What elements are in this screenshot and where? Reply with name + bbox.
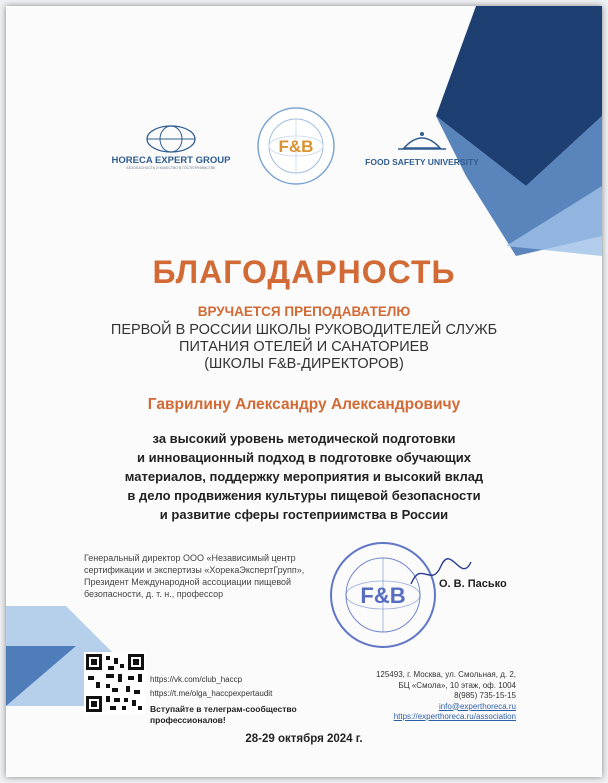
contact-block <box>366 670 516 723</box>
address-line: БЦ «Смола», 10 этаж, оф. 1004 <box>398 680 516 690</box>
qr-code[interactable] <box>84 652 146 714</box>
cloche-icon <box>362 126 482 152</box>
position-line: Президент Международной ассоциации пищевой <box>84 577 292 587</box>
horeca-logo-name: HORECA EXPERT GROUP <box>111 155 231 166</box>
school-line: (ШКОЛЫ F&B-ДИРЕКТОРОВ) <box>204 356 404 372</box>
reason-line: и развитие сферы гостеприимства в России <box>159 507 449 522</box>
telegram-invite: профессионалов! <box>150 714 226 725</box>
fb-logo <box>256 106 336 186</box>
signatory-position <box>84 552 334 600</box>
address-line: 125493, г. Москва, ул. Смольная, д. 2, <box>375 670 516 679</box>
horeca-logo-tagline: БЕЗОПАСНОСТЬ И КАЧЕСТВО В ГОСТЕПРИИМСТВЕ <box>126 166 216 170</box>
fsu-logo <box>362 126 482 172</box>
event-date: 28-29 октября 2024 г. <box>245 733 363 745</box>
stamp-text: F&B <box>360 583 406 608</box>
handed-to: ВРУЧАЕТСЯ ПРЕПОДАВАТЕЛЮ <box>197 304 411 319</box>
position-line: сертификации и экспертизы «ХорекаЭкспертГрупп», <box>84 565 305 575</box>
fb-logo-text: F&B <box>278 137 314 156</box>
reason-line: и инновационный подход в подготовке обучающих <box>137 450 471 465</box>
footer-links <box>150 675 297 725</box>
recipient-name: Гаврилину Александру Александровичу <box>147 396 461 413</box>
school-line: ПЕРВОЙ В РОССИИ ШКОЛЫ РУКОВОДИТЕЛЕЙ СЛУЖБ <box>110 322 498 338</box>
phone: 8(985) 735-15-15 <box>454 691 516 700</box>
fsu-logo-name: FOOD SAFETY UNIVERSITY <box>365 157 479 167</box>
position-line: безопасности, д. т. н., профессор <box>84 589 224 599</box>
horeca-logo <box>106 124 236 172</box>
telegram-invite: Вступайте в телеграм-сообщество <box>150 704 297 714</box>
website-link[interactable]: https://experthoreca.ru/association <box>393 712 516 721</box>
certificate-title: БЛАГОДАРНОСТЬ <box>152 254 456 290</box>
school-line: ПИТАНИЯ ОТЕЛЕЙ И САНАТОРИЕВ <box>179 339 429 355</box>
reason-line: за высокий уровень методической подготовки <box>152 431 456 446</box>
signatory-name: О. В. Пасько <box>439 578 507 590</box>
email-link[interactable]: info@experthoreca.ru <box>438 701 516 711</box>
certificate-sheet <box>6 6 602 777</box>
reason-line: материалов, поддержку мероприятия и высокий вклад <box>124 469 484 484</box>
reason-line: в дело продвижения культуры пищевой безопасности <box>127 488 481 503</box>
telegram-link[interactable]: https://t.me/olga_haccpexpertaudit <box>150 688 273 698</box>
globe-icon <box>106 124 236 154</box>
position-line: Генеральный директор ООО «Независимый центр <box>84 553 296 563</box>
vk-link[interactable]: https://vk.com/club_haccp <box>150 675 243 684</box>
